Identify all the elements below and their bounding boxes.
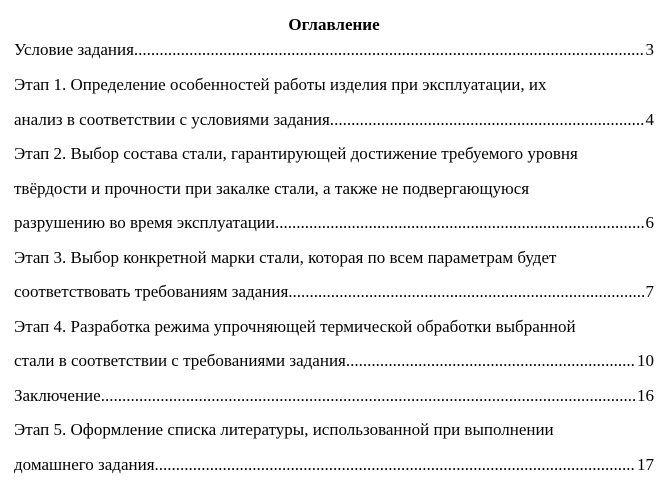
- toc-entry-stage-3[interactable]: [14, 241, 654, 310]
- toc-entry-text: домашнего задания.: [14, 454, 159, 474]
- toc-entry-last-line: [14, 379, 654, 414]
- toc-entry-conditions[interactable]: [14, 38, 654, 62]
- toc-entry-line: Этап 3. Выбор конкретной марки стали, которая по всем параметрам будет: [14, 247, 557, 267]
- toc-entry-line: твёрдости и прочности при закалке стали, а также не подвергающуюся: [14, 178, 530, 198]
- toc-entry-text: стали в соответствии с требованиями задания.: [14, 351, 351, 370]
- toc-entry-stage-2[interactable]: [14, 137, 654, 241]
- toc-entry-last-line: [14, 275, 654, 310]
- toc-leader-dots: [105, 379, 636, 414]
- toc-leader-dots: [288, 275, 644, 310]
- toc-entry-text: Заключение.: [14, 385, 105, 405]
- toc-leader-dots: [275, 206, 645, 241]
- toc-entry-stage-5[interactable]: [14, 413, 654, 482]
- toc-entry-last-line: [14, 38, 654, 62]
- toc-entry-stage-4[interactable]: [14, 310, 654, 379]
- toc-entry-conclusion[interactable]: [14, 379, 654, 414]
- toc-page-number: 16: [637, 385, 654, 405]
- toc-leader-dots: [134, 38, 645, 62]
- toc-page-number: 10: [637, 351, 654, 370]
- toc-entry-line: Этап 2. Выбор состава стали, гарантирующей достижение требуемого уровня: [14, 144, 578, 163]
- toc-leader-dots: [334, 103, 644, 138]
- toc-entry-line: Этап 5. Оформление списка литературы, использованной при выполнении: [14, 420, 554, 439]
- toc-entry-text: анализ в соответствии с условиями задания.: [14, 109, 335, 129]
- toc-page-number: 17: [637, 454, 654, 474]
- toc-entry-text: разрушению во время эксплуатации: [14, 213, 275, 232]
- toc-page-number: 4: [645, 109, 654, 129]
- toc-leader-dots: [350, 344, 636, 379]
- document-page: [14, 14, 654, 482]
- toc-entry-line: Этап 1. Определение особенностей работы изделия при эксплуатации, их: [14, 75, 547, 94]
- toc-entry-text: соответствовать требованиям задания: [14, 282, 289, 301]
- toc-page-number: 7: [645, 282, 654, 301]
- toc-entry-last-line: [14, 344, 654, 379]
- toc-entry-line: Этап 4. Разработка режима упрочняющей термической обработки выбранной: [14, 316, 576, 336]
- toc-leader-dots: [159, 448, 636, 483]
- toc-page-number: 6: [645, 213, 654, 232]
- toc-entry-stage-1[interactable]: [14, 68, 654, 137]
- toc-page-number: 3: [645, 40, 654, 59]
- toc-title: Оглавление: [288, 15, 380, 34]
- toc-entry-last-line: [14, 103, 654, 138]
- toc-entry-last-line: [14, 206, 654, 241]
- toc-entry-text: Условие задания: [14, 40, 134, 59]
- toc-entry-last-line: [14, 448, 654, 483]
